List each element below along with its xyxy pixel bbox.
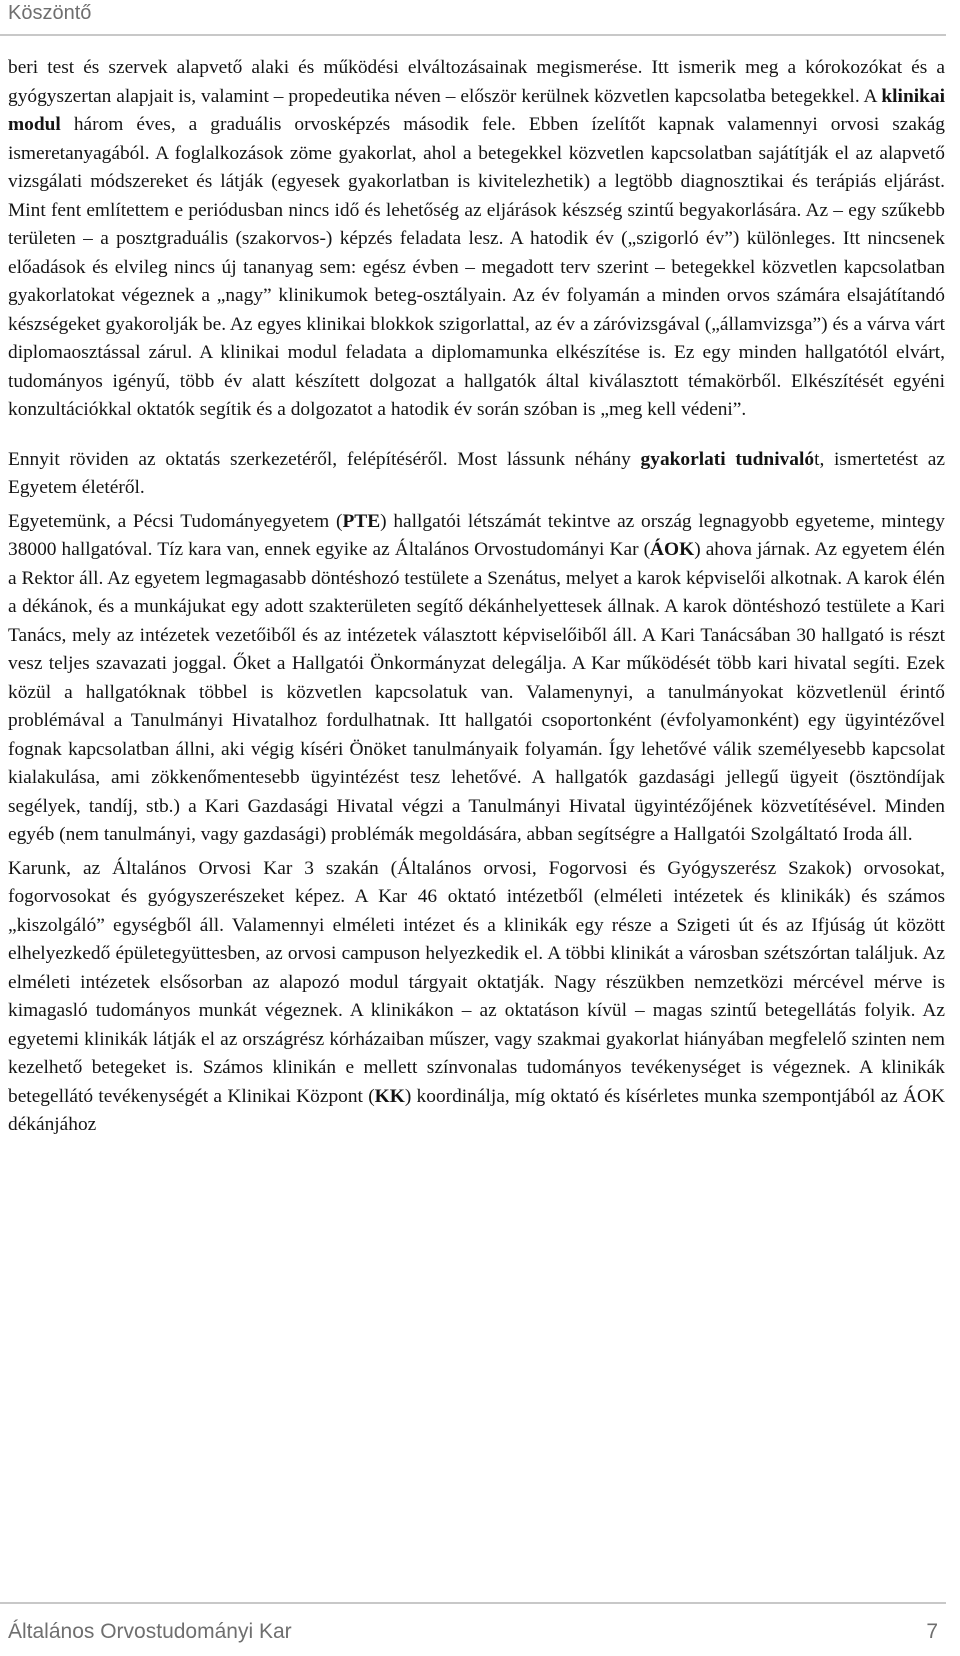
- page-footer: [0, 1602, 946, 1656]
- text-run: ) ahova járnak. Az egyetem élén a Rektor áll. Az egyetem legmagasabb döntéshozó testülete a Szenátus, melyet a karok képviselői alkotnak. A karok élén a dékánok, és a munkájukat egy adott szakterületen segítő dékánhelyettesek állnak. A karok döntéshozó testülete a Kari Tanács, mely az intézetek vezetőiből és az intézetek választott képviselőiből áll. A Kari Tanácsában 30 hallgató is részt vesz teljes szavazati joggal. Őket a Hallgatói Önkormányzat delegálja. A Kar működését több kari hivatal segíti. Ezek közül a hallgatóknak többel is közvetlen kapcsolatuk van. Valamenynyi, a tanulmányokat közvetlenül érintő problémával a Tanulmányi Hivatalhoz fordulhatnak. Itt hallgatói csoportonként (évfolyamonként) egy ügyintézővel fognak kapcsolatban állni, aki végig kíséri Önöket tanulmányaik folyamán. Így lehetővé válik személyesebb kapcsolat kialakulása, ami zökkenőmentesebb ügyintézést tesz lehetővé. A hallgatók gazdasági jellegű ügyeit (ösztöndíjak segélyek, tandíj, stb.) a Kari Gazdasági Hivatal végzi a Tanulmányi Hivatal ügyintézőjének közvetítésével. Minden egyéb (nem tanulmányi, vagy gazdasági) problémák megoldására, abban segítségre a Hallgatói Szolgáltató Iroda áll.: [8, 539, 945, 845]
- bold-text-run: gyakorlati tudnivaló: [640, 448, 815, 470]
- paragraph: [8, 54, 945, 425]
- bold-text-run: ÁOK: [650, 539, 695, 560]
- text-run: t, ismertetést az Egyetem életéről.: [8, 448, 945, 498]
- paragraph: [8, 508, 945, 850]
- section-title: Köszöntő: [8, 2, 92, 24]
- text-run: Ennyit röviden az oktatás szerkezetéről, felépítéséről. Most lássunk néhány: [8, 448, 641, 470]
- text-run: Karunk, az Általános Orvosi Kar 3 szakán (Általános orvosi, Fogorvosi és Gyógyszerész Szakok) orvosokat, fogorvosokat és gyógyszerészeket képez. A Kar 46 oktató intézetből (elméleti intézetek és klinikák) és számos „kiszolgáló” egységből áll. Valamennyi elméleti intézet és a klinikák egy része a Szigeti út és az Ifjúság út között elhelyezkedő épületegyüttesben, az orvosi campuson helyezkedik el. A többi klinikát a városban szétszórtan találjuk. Az elméleti intézetek elsősorban az alapozó modul tárgyait oktatják. Nagy részükben nemzetközi mércével mérve is kimagasló tudományos munkát végeznek. A klinikákon – az oktatáson kívül – magas szintű betegellátás folyik. Az egyetemi klinikák látják el az országrész kórházaiban műszer, vagy szakmai gyakorlat hiányában megfelelő szinten nem kezelhető betegeket is. Számos klinikán e mellett színvonalas tudományos tevékenységet is végeznek. A klinikák betegellátó tevékenységét a Klinikai Központ (: [8, 857, 945, 1107]
- text-run: három éves, a graduális orvosképzés második fele. Ebben ízelítőt kapnak valamennyi orvosi szakág ismeretanyagából. A foglalkozások zöme gyakorlat, ahol a betegekkel közvetlen kapcsolatban sajátítják el az alapvető vizsgálati módszereket és látják (egyesek gyakorlatban is kivitelezhetik) a legtöbb diagnosztikai és terápiás eljárást. Mint fent említettem e periódusban nincs idő és lehetőség az eljárások készség szintű begyakorlására. Az – egy szűkebb területen – a posztgraduális (szakorvos-) képzés feladata lesz. A hatodik év („szigorló év”) különleges. Itt nincsenek előadások és elvileg nincs új tananyag sem: egész évben – megadott terv szerint – betegekkel közvetlen kapcsolatban gyakorlatokat végeznek a „nagy” klinikumok beteg-osztályain. Az év folyamán a minden orvos számára elsajátítandó készségeket gyakorolják be. Az egyes klinikai blokkok szigorlattal, az év a záróvizsgával („államvizsga”) és a várva várt diplomaosztással zárul. A klinikai modul feladata a diplomamunka elkészítése is. Ez egy minden hallgatótól elvárt, tudományos igényű, több év alatt készített dolgozat a hallgatók által kiválasztott témakörből. Elkészítését egyéni konzultációkkal oktatók segítik és a dolgozatot a hatodik év során szóban is „meg kell védeni”.: [8, 114, 945, 420]
- text-run: ) koordinálja, míg oktató és kísérletes munka szempontjából az ÁOK dékánjához: [8, 1085, 945, 1135]
- bold-text-run: KK: [374, 1085, 405, 1107]
- page-header: [0, 0, 946, 36]
- text-run: Egyetemünk, a Pécsi Tudományegyetem (: [8, 510, 343, 532]
- page-number: 7: [926, 1620, 938, 1643]
- paragraph: [8, 855, 945, 1140]
- text-run: beri test és szervek alapvető alaki és működési elváltozásainak megismerése. Itt ismerik meg a kórokozókat és a gyógyszertan alapjait is, valamint – propedeutika néven – először kerülnek közvetlen kapcsolatba betegekkel. A: [8, 57, 945, 107]
- text-run: ) hallgatói létszámát tekintve az ország legnagyobb egyeteme, mintegy 38000 hallgatóval. Tíz kara van, ennek egyike az Általános Orvostudományi Kar (: [8, 510, 945, 560]
- bold-text-run: PTE: [342, 510, 381, 532]
- bold-text-run: klinikai modul: [8, 85, 945, 135]
- body-text: [8, 54, 945, 1140]
- footer-title: Általános Orvostudományi Kar: [8, 1620, 292, 1643]
- paragraph: [8, 446, 945, 503]
